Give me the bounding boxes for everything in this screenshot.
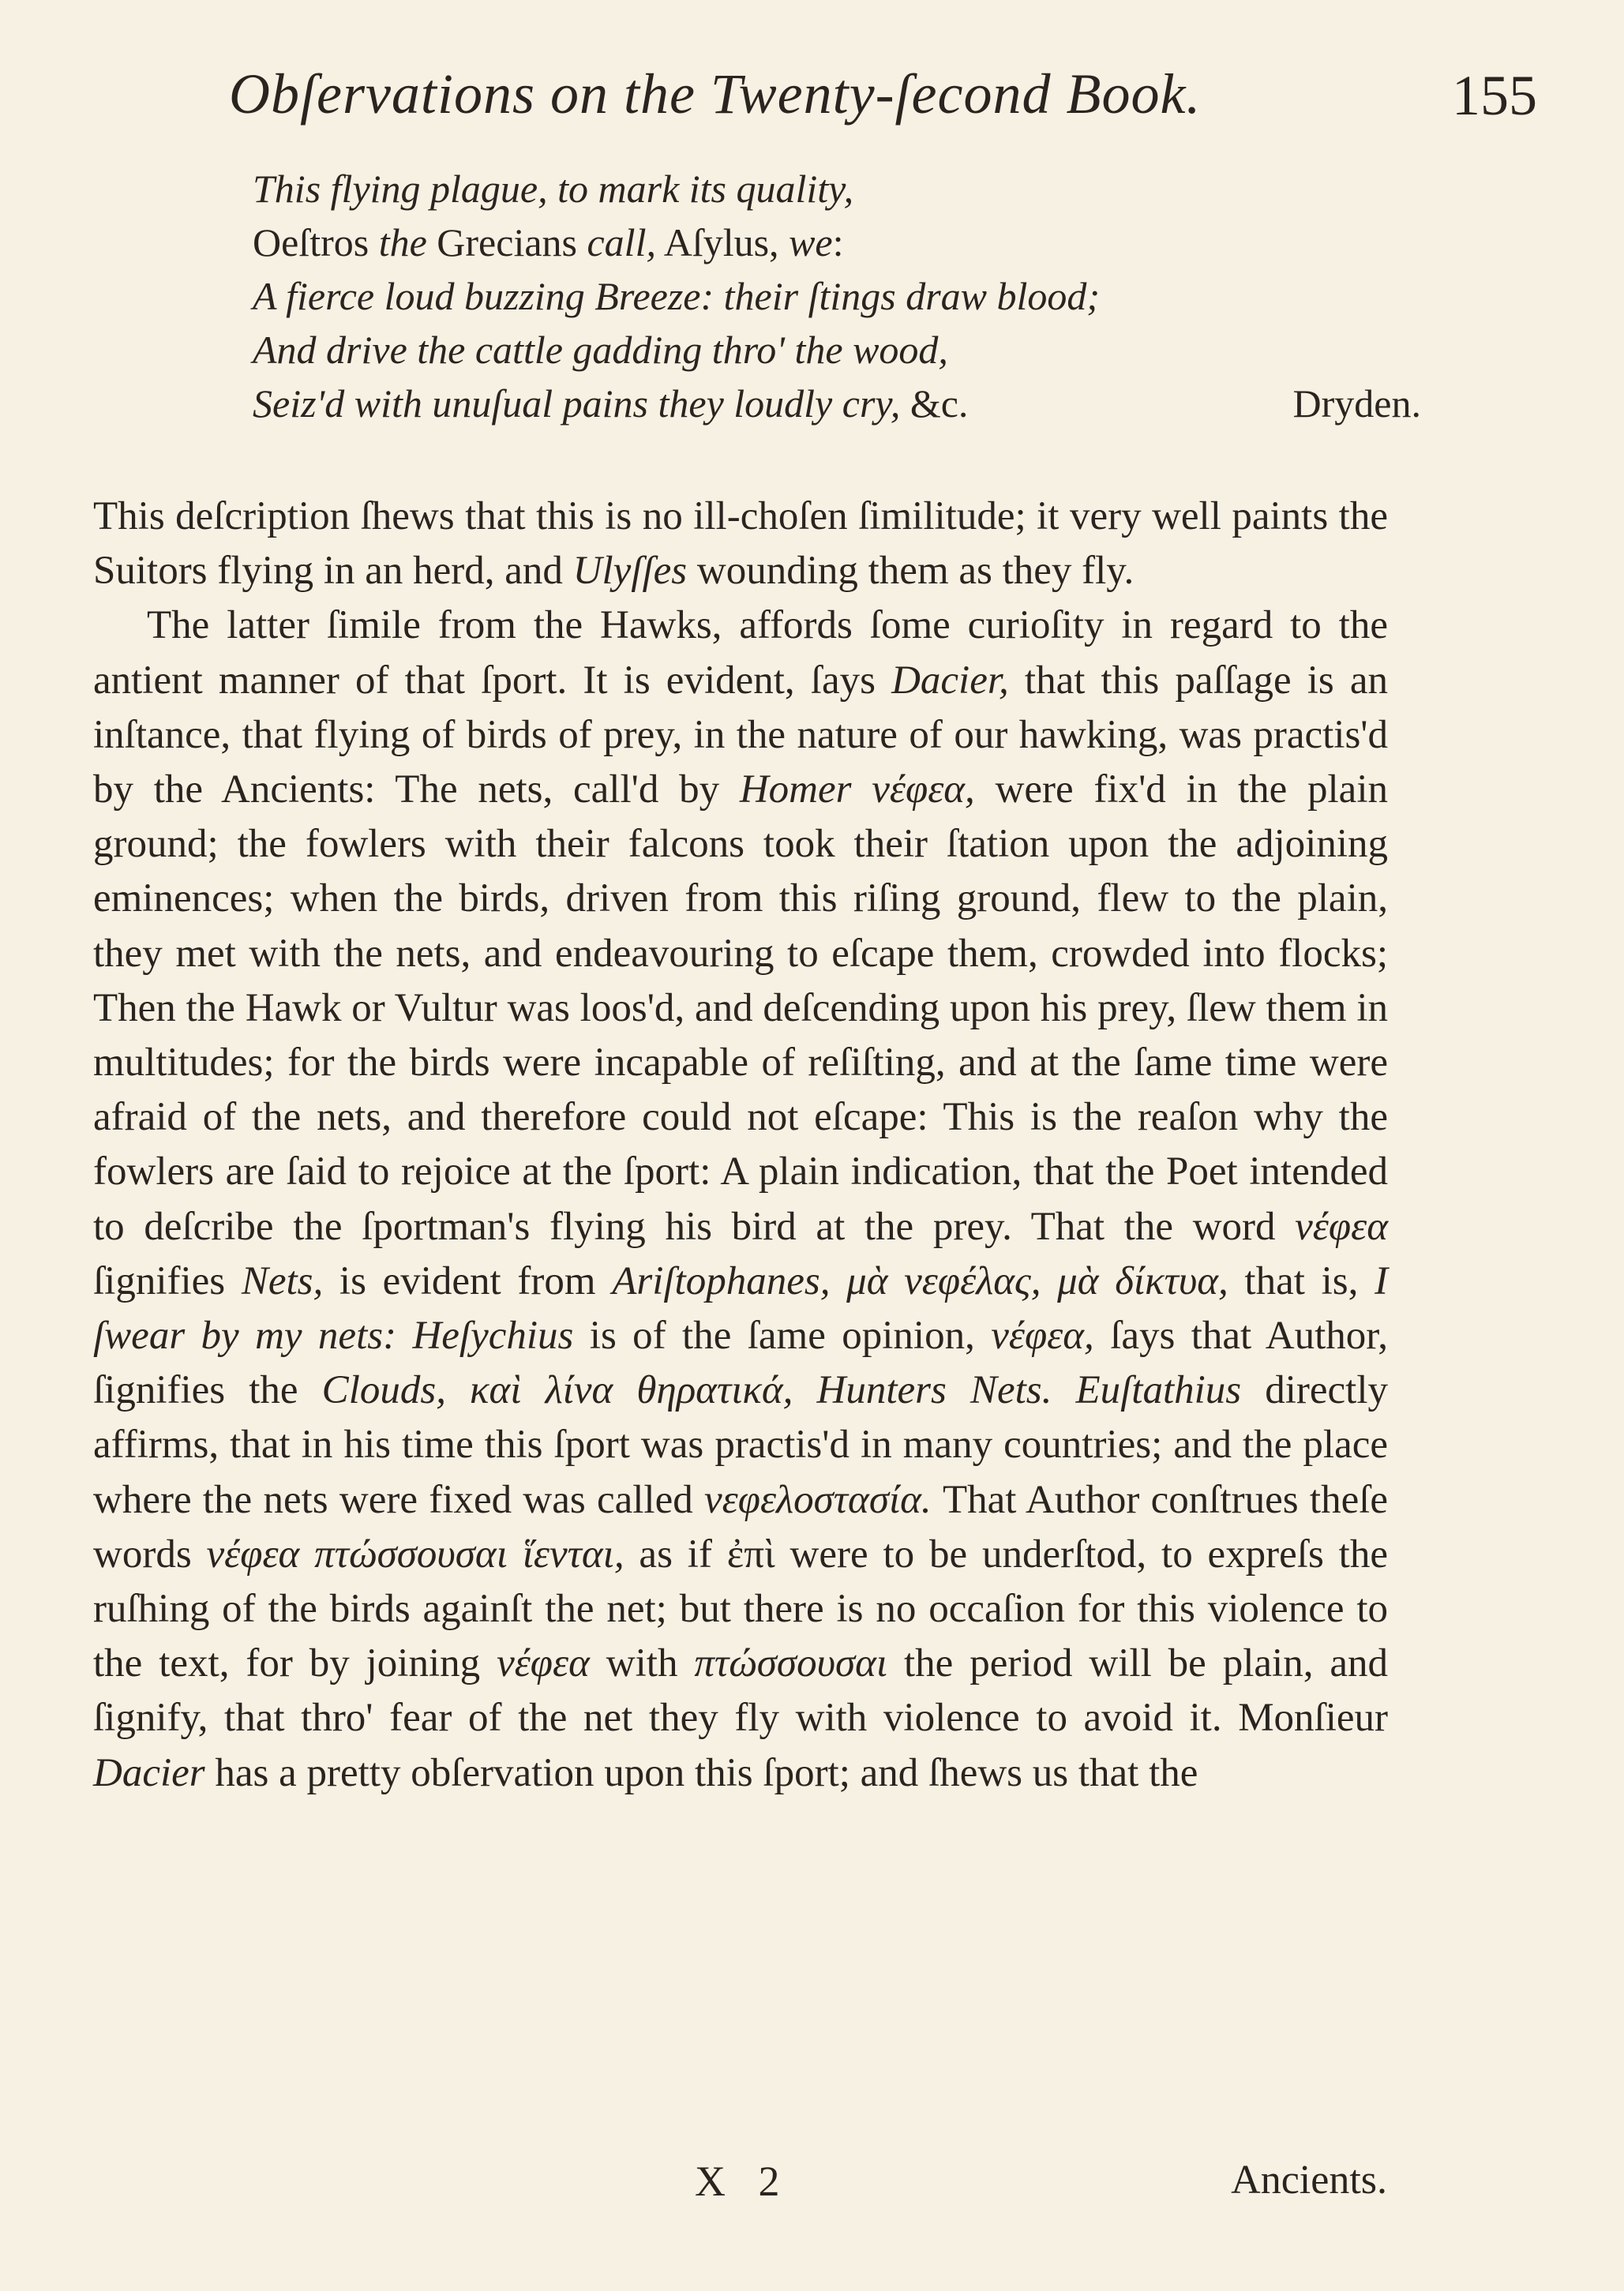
page-number: 155	[1452, 64, 1537, 127]
verse-line	[253, 323, 1421, 377]
verse-text: And drive the cattle gadding thro' the wood,	[253, 328, 948, 372]
text-run: νέφεα πτώσσουσαι ἵενται,	[206, 1532, 624, 1577]
text-run: This deſcription ſhews that this is no ill-choſen ſimilitude; it very well paints the Suitors flying in an herd, and	[93, 494, 1388, 594]
text-run: Ulyſſes	[572, 549, 688, 594]
running-head: Obſervations on the Twenty-ſecond Book.	[229, 62, 1202, 126]
text-run: has a pretty obſervation upon this ſport; and ſhews us that the	[204, 1750, 1198, 1795]
text-run: νέφεα	[1295, 1204, 1388, 1249]
text-run: Clouds, καὶ λίνα θηρατικά, Hunters Nets. Euſtathius	[321, 1368, 1242, 1413]
text-run: were fix'd in the plain ground; the fowlers with their falcons took their ſtation upon the adjoining eminences; when the birds, driven from this riſing ground, flew to the plain, they met with the nets, and endeavouring to eſcape them, crowded into flocks; Then the Hawk or Vultur was loos'd, and deſcending upon his prey, ſlew them in multitudes; for the birds were incapable of reſiſting, and at the ſame time were afraid of the nets, and therefore could not eſcape: This is the reaſon why the fowlers are ſaid to rejoice at the ſport: A plain indication, that the Poet intended to deſcribe the ſportman's flying his bird at the prey. That the word	[93, 767, 1388, 1249]
catchword: Ancients.	[1231, 2158, 1387, 2203]
text-run: Dacier,	[891, 658, 1009, 703]
text-run: wounding them as they fly.	[687, 549, 1135, 594]
text-run: νέφεα,	[991, 1314, 1094, 1359]
text-run: is of the ſame opinion,	[573, 1314, 992, 1359]
text-run: Nets,	[241, 1258, 324, 1303]
verse-text: Aſylus,	[655, 220, 789, 264]
text-run: That Author conſtrues theſe words	[93, 1477, 1389, 1577]
signature-mark: X 2	[695, 2158, 791, 2205]
text-run: ſays that Author, ſignifies the	[93, 1314, 1388, 1413]
text-run: the period will be plain, and ſignify, that thro' fear of the net they fly with violence to avoid it. Monſieur	[93, 1641, 1388, 1741]
verse-line	[253, 216, 1421, 269]
text-run: Dacier	[93, 1750, 205, 1795]
verse-text: This flying plague, to mark its quality,	[253, 167, 854, 211]
verse-text: the	[378, 220, 427, 264]
verse-text: A fierce loud buzzing Breeze: their ſtings draw blood;	[253, 274, 1101, 318]
verse-text: &c.	[900, 381, 969, 426]
verse-text: :	[832, 220, 844, 264]
text-run: I ſwear by my nets: Heſychius	[93, 1258, 1388, 1359]
text-run: The latter ſimile from the Hawks, affords ſome curioſity in regard to the antient manner of that ſport. It is evident, ſays	[93, 603, 1388, 703]
text-run: that this paſſage is an inſtance, that flying of birds of prey, in the nature of our hawking, was practis'd by the Ancients: The nets, call'd by	[93, 658, 1389, 812]
text-run: that is,	[1228, 1258, 1375, 1303]
paragraph	[93, 489, 1388, 598]
verse-text: Grecians	[426, 220, 587, 264]
text-run: Homer νέφεα,	[739, 767, 975, 812]
paragraph	[93, 598, 1388, 1800]
verse-line	[253, 377, 1421, 430]
verse-line	[253, 269, 1421, 323]
verse-attribution: Dryden.	[1292, 381, 1421, 426]
verse-text: Oeſtros	[253, 220, 379, 264]
verse-quotation	[253, 162, 1421, 430]
text-run: with	[589, 1641, 695, 1686]
verse-text: we	[789, 220, 833, 264]
text-run: as if ἐπὶ were to be underſtod, to expreſs the ruſhing of the birds againſt the net; but there is no occaſion for this violence to the text, for by joining	[93, 1532, 1388, 1686]
text-run: νέφεα	[497, 1641, 590, 1686]
body-text	[93, 489, 1388, 1801]
text-run: Ariſtophanes, μὰ νεφέλας, μὰ δίκτυα,	[612, 1258, 1228, 1303]
text-run: directly affirms, that in his time this ſport was practis'd in many countries; and the place where the nets were fixed was called	[93, 1368, 1388, 1522]
verse-text: Seiz'd with unuſual pains they loudly cry,	[253, 381, 901, 426]
text-run: πτώσσουσαι	[694, 1641, 888, 1686]
text-run: ſignifies	[93, 1258, 242, 1303]
text-run: νεφελοστασία.	[704, 1477, 932, 1522]
text-run: is evident from	[323, 1258, 613, 1303]
verse-text: call,	[587, 220, 656, 264]
verse-line	[253, 162, 1421, 216]
